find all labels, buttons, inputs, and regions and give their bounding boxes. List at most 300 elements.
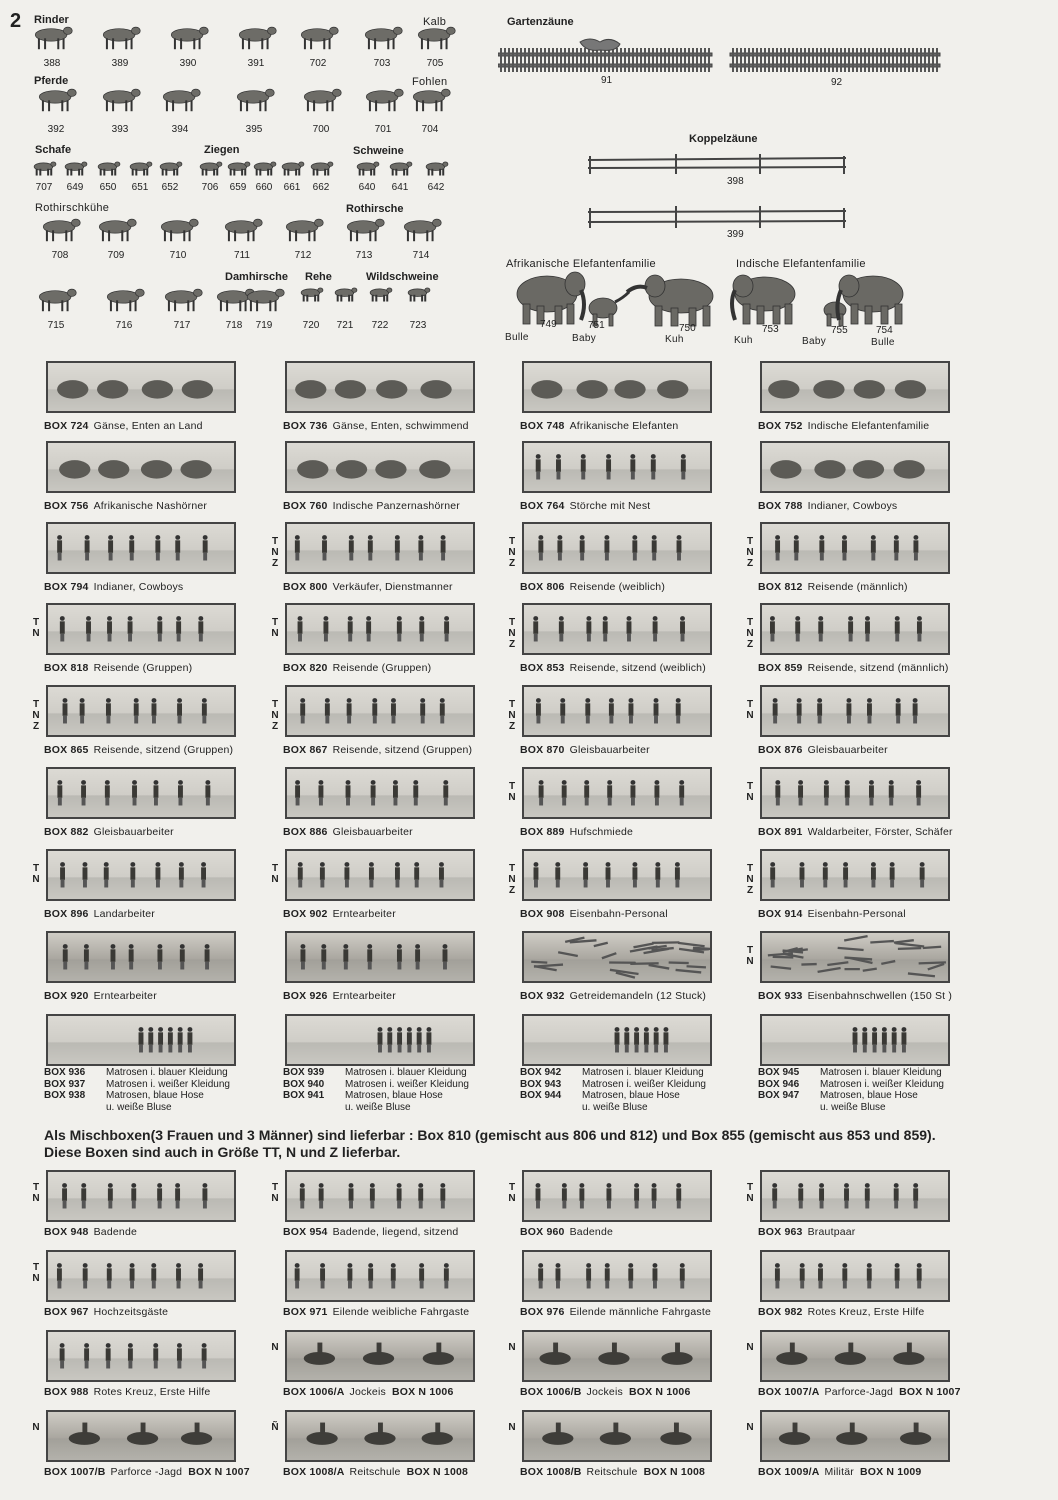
box-code: BOX 1006/A (283, 1386, 345, 1398)
fence-number: 398 (727, 176, 744, 187)
box-caption (520, 1386, 690, 1398)
person-figure-icon (562, 780, 567, 805)
animal-number: 393 (111, 124, 129, 135)
person-figure-icon (395, 535, 400, 560)
box-title: Indische Elefantenfamilie (807, 420, 930, 432)
box-code: BOX 982 (758, 1306, 803, 1318)
box-caption (283, 908, 396, 920)
elephants-illustration (505, 270, 905, 332)
person-figure-icon (348, 616, 353, 641)
person-figure-icon (205, 780, 210, 805)
person-figure-icon (318, 780, 323, 805)
box-thumbnail (46, 1170, 236, 1222)
person-figure-icon (188, 1027, 193, 1052)
box-thumbnail (46, 1250, 236, 1302)
box-code: BOX 940 (283, 1078, 325, 1090)
box-title: Reisende (weiblich) (569, 581, 666, 593)
person-figure-icon (397, 1027, 402, 1052)
horse-rider-icon (127, 1432, 158, 1445)
box-caption (44, 826, 174, 838)
person-figure-icon (675, 862, 680, 887)
person-figure-icon (319, 1183, 324, 1208)
box-title: Matrosen i. weißer Kleidung (106, 1078, 230, 1090)
animal-figure-icon (768, 380, 799, 398)
garden-fence-92-icon (730, 48, 940, 72)
person-figure-icon (157, 1183, 162, 1208)
horse-rider-icon (542, 1432, 573, 1445)
animal-figure-icon (142, 380, 173, 398)
person-figure-icon (920, 862, 925, 887)
box-code: BOX 1006/B (520, 1386, 582, 1398)
person-figure-icon (853, 1027, 858, 1052)
horse-rider-icon (600, 1432, 631, 1445)
person-figure-icon (178, 780, 183, 805)
section-label-pferde: Pferde (34, 75, 69, 87)
box-title: Gleisbauarbeiter (807, 744, 888, 756)
person-figure-icon (439, 862, 444, 887)
box-code: BOX 752 (758, 420, 803, 432)
box-code: BOX 1007/B (44, 1466, 106, 1478)
box-title: Parforce-Jagd (824, 1386, 894, 1398)
box-caption (520, 1466, 705, 1478)
horse-rider-icon (779, 1432, 810, 1445)
box-code: BOX 971 (283, 1306, 328, 1318)
box-title: Militär (824, 1466, 854, 1478)
animal-figure-icon (361, 86, 405, 112)
box-title: Landarbeiter (93, 908, 155, 920)
person-figure-icon (414, 862, 419, 887)
person-figure-icon (155, 535, 160, 560)
animal-number: 388 (43, 58, 61, 69)
box-thumbnail (285, 361, 475, 413)
person-figure-icon (654, 780, 659, 805)
box-title: Indische Panzernashörner (332, 500, 460, 512)
sailor-box-caption (758, 1067, 944, 1113)
person-figure-icon (889, 780, 894, 805)
box-title: Rotes Kreuz, Erste Hilfe (93, 1386, 211, 1398)
elephant-baby-755-icon (824, 302, 846, 326)
person-figure-icon (644, 1027, 649, 1052)
person-figure-icon (83, 1263, 88, 1288)
horse-rider-icon (893, 1352, 924, 1365)
person-figure-icon (632, 535, 637, 560)
person-figure-icon (205, 944, 210, 969)
box-caption (758, 744, 888, 756)
size-scale-indicator: N (746, 1422, 754, 1433)
box-caption (758, 990, 952, 1002)
box-title: Eisenbahn-Personal (807, 908, 906, 920)
box-code: BOX 748 (520, 420, 565, 432)
person-figure-icon (175, 535, 180, 560)
person-figure-icon (871, 535, 876, 560)
box-caption (283, 1306, 469, 1318)
box-thumbnail (760, 849, 950, 901)
person-figure-icon (158, 1027, 163, 1052)
box-title: Reitschule (349, 1466, 401, 1478)
sailor-box-row (758, 1090, 944, 1102)
size-scale-indicator: T N (32, 863, 40, 885)
animal-figure-icon (614, 380, 645, 398)
box-title-continued: u. weiße Bluse (820, 1101, 886, 1113)
person-figure-icon (652, 1183, 657, 1208)
box-title: Indianer, Cowboys (807, 500, 898, 512)
box-thumbnail (522, 931, 712, 983)
person-figure-icon (631, 780, 636, 805)
horse-rider-icon (306, 1432, 337, 1445)
person-figure-icon (607, 780, 612, 805)
person-figure-icon (872, 1027, 877, 1052)
person-figure-icon (417, 1027, 422, 1052)
person-figure-icon (895, 616, 900, 641)
sailor-box-caption (283, 1067, 469, 1113)
box-thumbnail (760, 522, 950, 574)
box-code: BOX 920 (44, 990, 89, 1002)
box-title: Jockeis (349, 1386, 386, 1398)
person-figure-icon (320, 862, 325, 887)
box-thumbnail (760, 685, 950, 737)
person-figure-icon (202, 698, 207, 723)
box-caption (283, 990, 396, 1002)
bundle-icon (687, 966, 706, 967)
size-scale-indicator: N (508, 1342, 516, 1353)
animal-figure-icon (251, 160, 277, 176)
box-code: BOX 788 (758, 500, 803, 512)
person-figure-icon (152, 698, 157, 723)
box-thumbnail (522, 685, 712, 737)
person-figure-icon (773, 698, 778, 723)
box-caption (520, 826, 633, 838)
box-code: BOX 941 (283, 1090, 325, 1101)
sailor-box-row (283, 1090, 469, 1102)
box-caption (758, 1466, 921, 1478)
person-figure-icon (440, 698, 445, 723)
person-figure-icon (372, 698, 377, 723)
box-thumbnail (285, 931, 475, 983)
box-code: BOX 736 (283, 420, 328, 432)
box-n-code: BOX N 1007 (899, 1386, 961, 1398)
box-thumbnail (522, 1410, 712, 1462)
horse-rider-icon (363, 1352, 394, 1365)
animal-figure-icon (34, 86, 78, 112)
horse-rider-icon (776, 1352, 807, 1365)
paddock-fences-illustration (588, 150, 848, 240)
animal-figure-icon (281, 216, 325, 242)
person-figure-icon (775, 535, 780, 560)
section-label-wildschweine: Wildschweine (366, 271, 439, 283)
person-figure-icon (298, 862, 303, 887)
bundle-icon (531, 962, 547, 963)
box-title-continued: u. weiße Bluse (106, 1101, 172, 1113)
animal-figure-icon (157, 160, 183, 176)
box-caption (44, 1306, 168, 1318)
box-code: BOX 886 (283, 826, 328, 838)
person-figure-icon (800, 1263, 805, 1288)
animal-number: 659 (229, 182, 247, 193)
box-thumbnail (285, 1014, 475, 1066)
box-caption (44, 420, 203, 432)
box-title: Matrosen i. blauer Kleidung (345, 1067, 467, 1078)
person-figure-icon (440, 1183, 445, 1208)
box-title: Getreidemandeln (12 Stuck) (569, 990, 707, 1002)
person-figure-icon (366, 616, 371, 641)
person-figure-icon (629, 698, 634, 723)
garden-fence-91-icon (498, 39, 712, 72)
person-figure-icon (538, 535, 543, 560)
box-title: Brautpaar (807, 1226, 856, 1238)
person-figure-icon (539, 780, 544, 805)
animal-number: 703 (373, 58, 391, 69)
box-thumbnail (760, 441, 950, 493)
box-thumbnail (522, 767, 712, 819)
box-caption (44, 990, 157, 1002)
size-scale-indicator: T N (271, 1182, 279, 1204)
size-scale-indicator: N (508, 1422, 516, 1433)
animal-figure-icon (342, 216, 386, 242)
elephant-number: 755 (831, 325, 848, 336)
person-figure-icon (680, 616, 685, 641)
animal-figure-icon (141, 460, 172, 478)
person-figure-icon (347, 1263, 352, 1288)
person-figure-icon (775, 1263, 780, 1288)
box-thumbnail (522, 849, 712, 901)
person-figure-icon (81, 780, 86, 805)
person-figure-icon (913, 698, 918, 723)
person-figure-icon (298, 616, 303, 641)
size-scale-indicator: T N Z (746, 863, 754, 896)
elephant-role: Bulle (871, 337, 895, 348)
person-figure-icon (534, 862, 539, 887)
person-figure-icon (634, 1027, 639, 1052)
box-caption (520, 990, 706, 1002)
box-title: Matrosen i. weißer Kleidung (820, 1078, 944, 1090)
box-caption (758, 826, 953, 838)
box-title: Verkäufer, Dienstmanner (332, 581, 453, 593)
animal-number: 710 (169, 250, 187, 261)
person-figure-icon (536, 454, 541, 479)
person-figure-icon (917, 616, 922, 641)
box-title: Gleisbauarbeiter (93, 826, 174, 838)
animal-figure-icon (57, 380, 88, 398)
box-n-code: BOX N 1007 (188, 1466, 250, 1478)
person-figure-icon (349, 1183, 354, 1208)
size-scale-indicator: T N (32, 1182, 40, 1204)
box-thumbnail (285, 1410, 475, 1462)
box-n-code: BOX N 1006 (628, 1386, 691, 1398)
box-code: BOX 1008/A (283, 1466, 345, 1478)
animal-figure-icon (298, 286, 324, 302)
person-figure-icon (134, 698, 139, 723)
person-figure-icon (536, 698, 541, 723)
size-scale-indicator: Ñ (271, 1422, 279, 1433)
animal-number: 720 (302, 320, 320, 331)
person-figure-icon (111, 944, 116, 969)
person-figure-icon (107, 616, 112, 641)
bundle-icon (669, 963, 689, 964)
box-title: Reisende (männlich) (807, 581, 908, 593)
person-figure-icon (653, 1263, 658, 1288)
elephant-number: 750 (679, 323, 696, 334)
animal-number: 712 (294, 250, 312, 261)
animal-figure-icon (413, 24, 457, 50)
person-figure-icon (176, 1263, 181, 1288)
size-scale-indicator: T N (271, 617, 279, 639)
animal-figure-icon (296, 24, 340, 50)
animal-figure-icon (98, 86, 142, 112)
person-figure-icon (630, 454, 635, 479)
animal-number: 705 (426, 58, 444, 69)
box-code: BOX 818 (44, 662, 89, 674)
person-figure-icon (420, 698, 425, 723)
person-figure-icon (823, 862, 828, 887)
person-figure-icon (57, 780, 62, 805)
box-title: Matrosen i. blauer Kleidung (820, 1067, 942, 1078)
box-title: Matrosen i. weißer Kleidung (345, 1078, 469, 1090)
box-thumbnail (760, 767, 950, 819)
elephant-role: Baby (802, 336, 826, 347)
person-figure-icon (842, 535, 847, 560)
box-thumbnail (760, 1330, 950, 1382)
box-thumbnail (285, 1250, 475, 1302)
person-figure-icon (538, 1263, 543, 1288)
animal-figure-icon (242, 286, 286, 312)
person-figure-icon (85, 535, 90, 560)
person-figure-icon (555, 862, 560, 887)
person-figure-icon (128, 1343, 133, 1368)
bundle-icon (919, 962, 946, 963)
person-figure-icon (139, 1027, 144, 1052)
person-figure-icon (624, 1027, 629, 1052)
person-figure-icon (676, 1183, 681, 1208)
fence-number: 92 (831, 77, 843, 88)
person-figure-icon (800, 862, 805, 887)
horse-rider-icon (423, 1352, 454, 1365)
box-title: Badende (569, 1226, 614, 1238)
person-figure-icon (57, 535, 62, 560)
animal-figure-icon (62, 160, 88, 176)
section-label-kalb: Kalb (423, 16, 447, 28)
animal-number: 716 (115, 320, 133, 331)
person-figure-icon (203, 535, 208, 560)
fence-number: 91 (601, 75, 613, 86)
person-figure-icon (604, 535, 609, 560)
person-figure-icon (556, 454, 561, 479)
box-caption (520, 662, 706, 674)
horse-rider-icon (835, 1352, 866, 1365)
person-figure-icon (343, 944, 348, 969)
bundle-icon (773, 957, 794, 958)
box-code: BOX 933 (758, 990, 803, 1002)
person-figure-icon (320, 1263, 325, 1288)
animal-number: 701 (374, 124, 392, 135)
box-thumbnail (522, 522, 712, 574)
animal-figure-icon (295, 380, 326, 398)
box-title: Hochzeitsgäste (93, 1306, 169, 1318)
box-title: Reisende, sitzend (weiblich) (569, 662, 706, 674)
person-figure-icon (60, 616, 65, 641)
person-figure-icon (585, 698, 590, 723)
animal-figure-icon (166, 24, 210, 50)
animal-figure-icon (854, 380, 885, 398)
person-figure-icon (677, 535, 682, 560)
person-figure-icon (155, 862, 160, 887)
box-thumbnail (46, 1410, 236, 1462)
box-caption (44, 744, 233, 756)
animal-figure-icon (197, 160, 223, 176)
box-thumbnail (285, 522, 475, 574)
person-figure-icon (653, 616, 658, 641)
size-scale-indicator: T N Z (508, 617, 516, 650)
person-figure-icon (368, 1263, 373, 1288)
box-code: BOX 948 (44, 1226, 89, 1238)
person-figure-icon (295, 780, 300, 805)
person-figure-icon (865, 616, 870, 641)
box-title: Matrosen, blaue Hose (582, 1090, 680, 1101)
box-caption (44, 581, 183, 593)
box-code: BOX 764 (520, 500, 565, 512)
animal-number: 651 (131, 182, 149, 193)
animal-number: 702 (309, 58, 327, 69)
box-caption (283, 420, 469, 432)
person-figure-icon (201, 862, 206, 887)
person-figure-icon (536, 1183, 541, 1208)
box-code: BOX 806 (520, 581, 565, 593)
person-figure-icon (148, 1027, 153, 1052)
box-thumbnail (46, 931, 236, 983)
bundle-icon (923, 947, 941, 948)
size-scale-indicator: T N Z (271, 536, 279, 569)
person-figure-icon (349, 535, 354, 560)
sailor-box-row (758, 1079, 944, 1091)
elephant-cow-750-icon (627, 275, 713, 326)
person-figure-icon (80, 698, 85, 723)
person-figure-icon (628, 1263, 633, 1288)
bundle-icon (844, 936, 867, 940)
box-thumbnail (522, 603, 712, 655)
sailor-box-row (520, 1090, 706, 1102)
person-figure-icon (395, 862, 400, 887)
animal-figure-icon (98, 460, 129, 478)
animal-figure-icon (30, 24, 74, 50)
box-code: BOX 947 (758, 1090, 800, 1101)
horse-rider-icon (661, 1352, 692, 1365)
animal-number: 649 (66, 182, 84, 193)
person-figure-icon (795, 616, 800, 641)
box-n-code: BOX N 1008 (643, 1466, 706, 1478)
bundle-icon (895, 943, 924, 946)
person-figure-icon (443, 944, 448, 969)
person-figure-icon (867, 1263, 872, 1288)
person-figure-icon (819, 1183, 824, 1208)
person-figure-icon (84, 944, 89, 969)
animal-number: 700 (312, 124, 330, 135)
person-figure-icon (107, 1263, 112, 1288)
animal-figure-icon (376, 380, 407, 398)
animal-figure-icon (895, 380, 926, 398)
box-title: Gänse, Enten, schwimmend (332, 420, 469, 432)
person-figure-icon (533, 616, 538, 641)
person-figure-icon (843, 862, 848, 887)
size-scale-indicator: T N Z (508, 699, 516, 732)
person-figure-icon (177, 698, 182, 723)
box-title: Eilende weibliche Fahrgaste (332, 1306, 470, 1318)
box-code: BOX 1009/A (758, 1466, 820, 1478)
person-figure-icon (391, 1263, 396, 1288)
person-figure-icon (151, 1263, 156, 1288)
bundle-icon (838, 948, 864, 950)
box-title: Reisende (Gruppen) (93, 662, 193, 674)
person-figure-icon (393, 780, 398, 805)
box-title: Parforce -Jagd (110, 1466, 183, 1478)
